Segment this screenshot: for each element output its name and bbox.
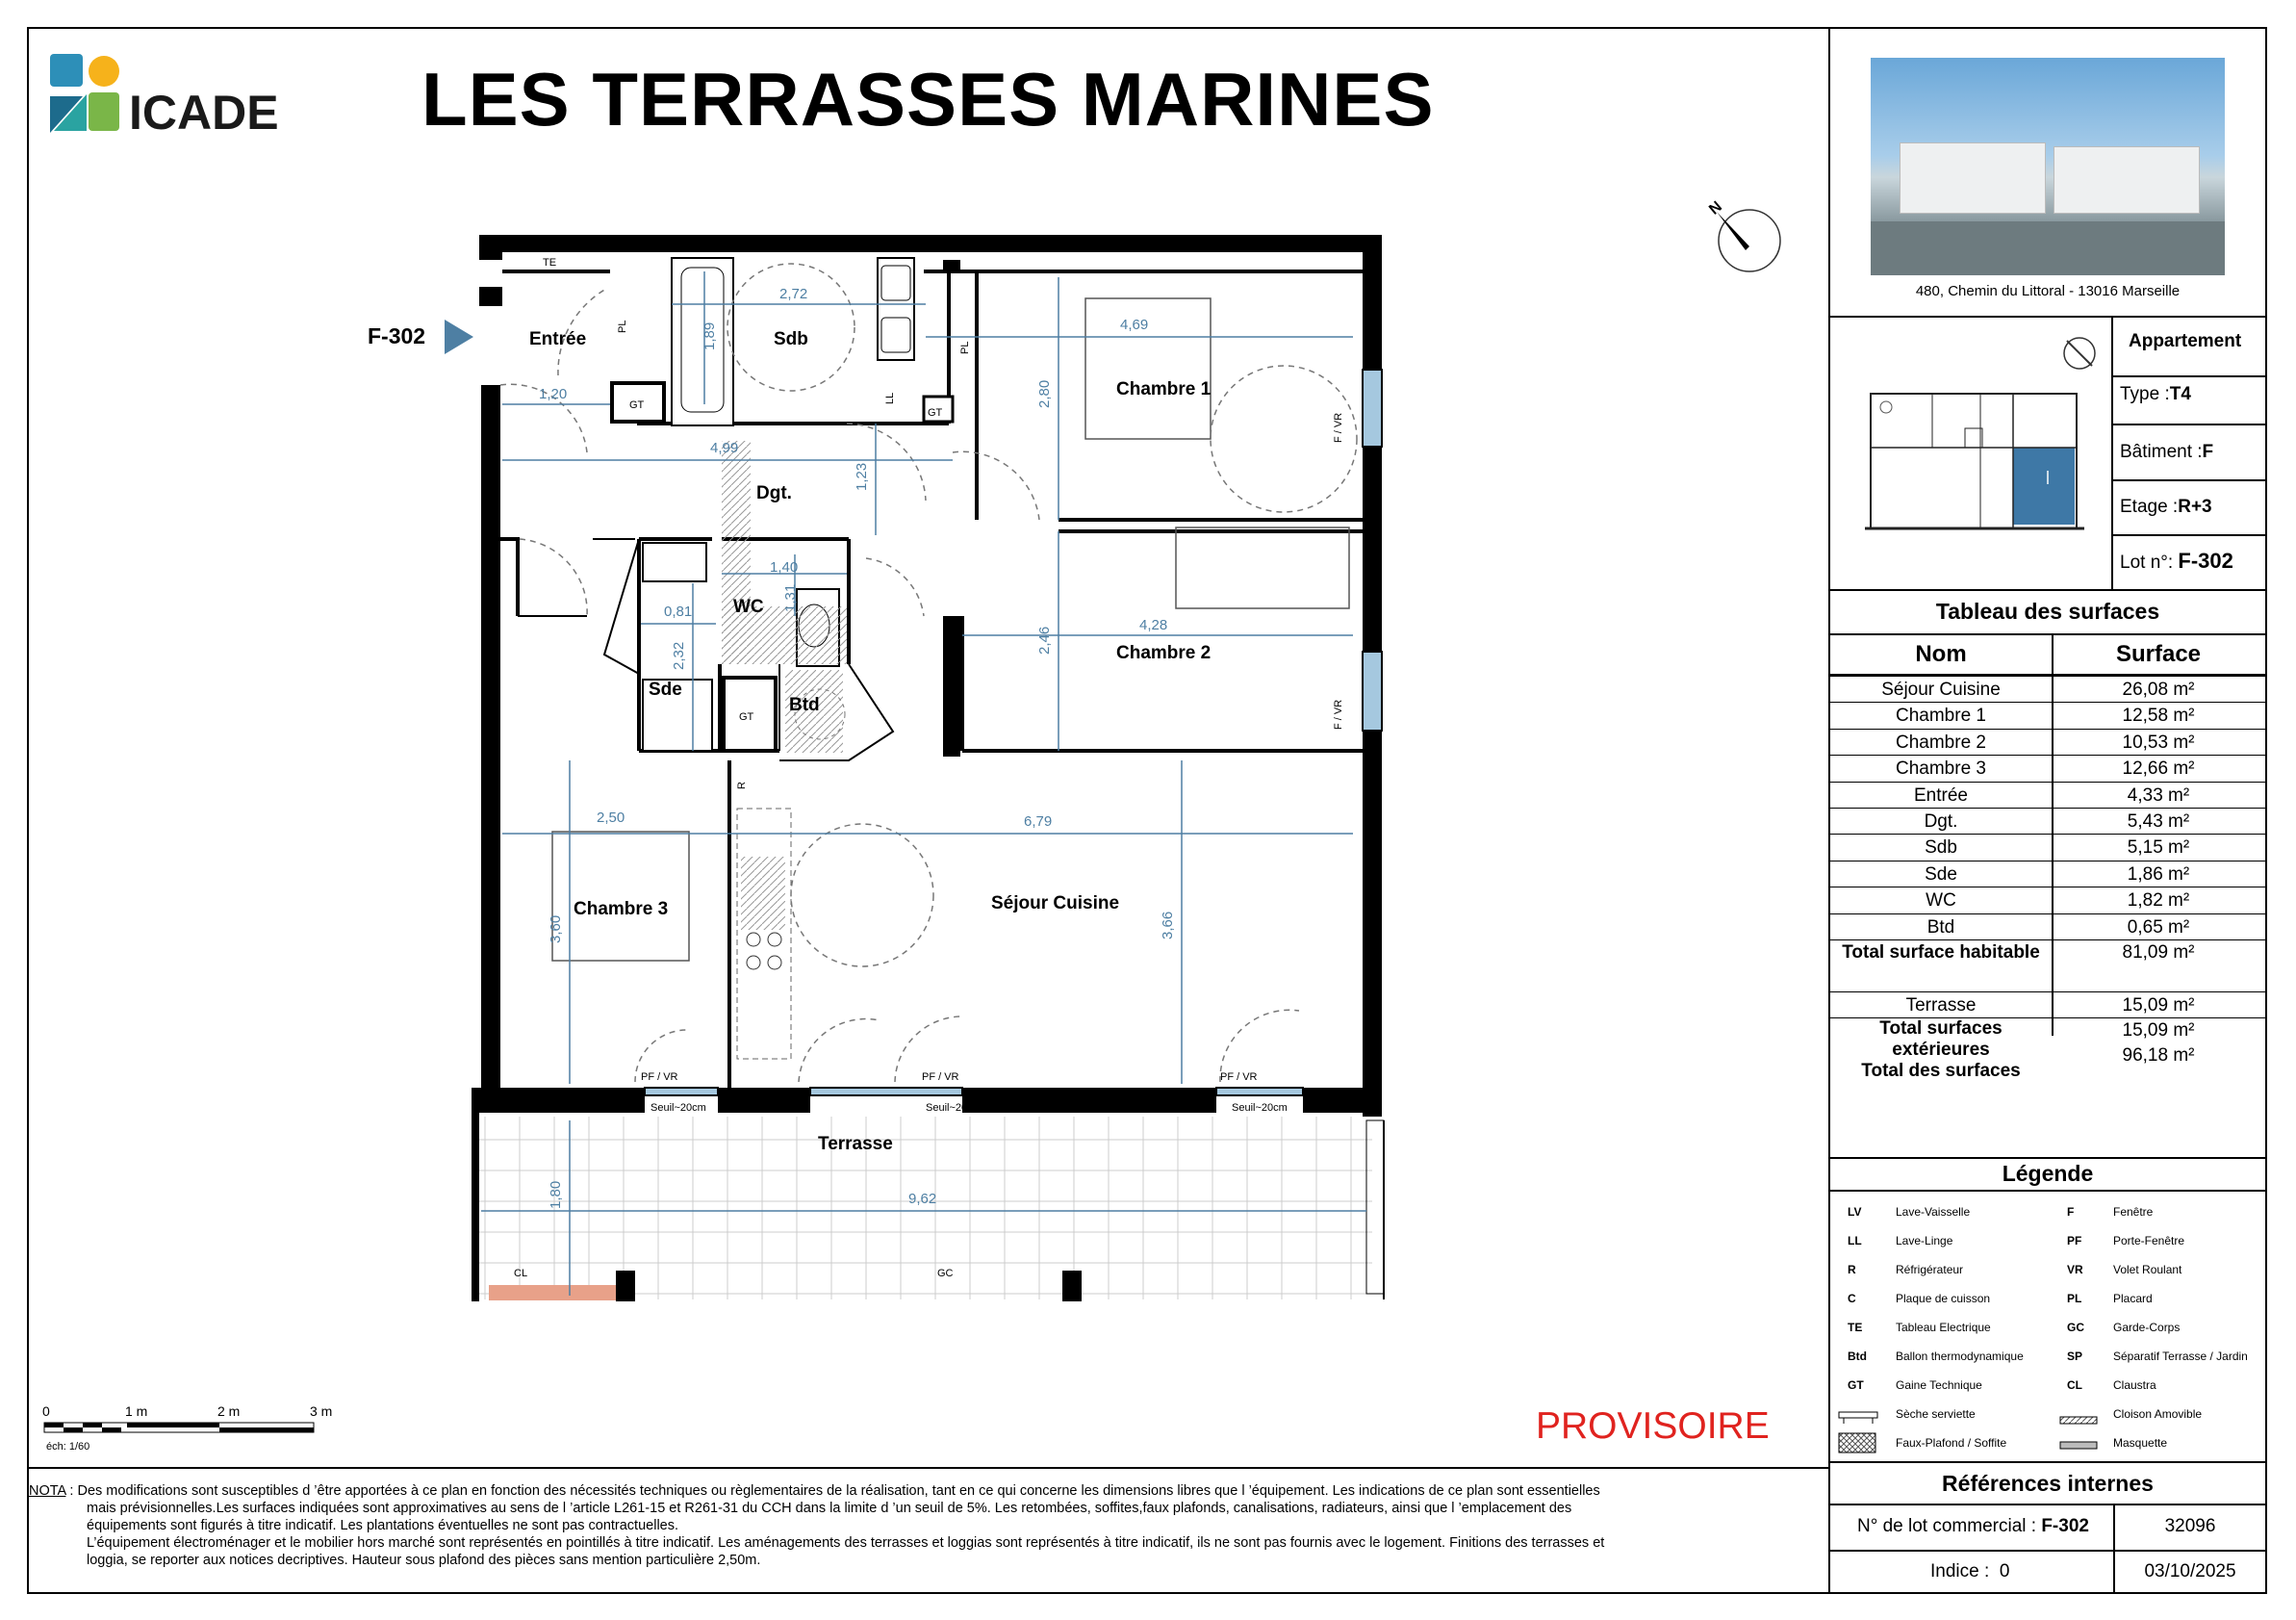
surface-name: Dgt. bbox=[1924, 811, 1958, 832]
lot-field: Lot n°: F-302 bbox=[2120, 549, 2233, 573]
surface-value: 0,65 m² bbox=[2127, 916, 2190, 938]
svg-text:1 m: 1 m bbox=[125, 1403, 148, 1419]
terrasse-row: Terrasse 15,09 m² bbox=[1830, 991, 2265, 1018]
references-heading: Références internes bbox=[1942, 1471, 2154, 1496]
legend-label: Fenêtre bbox=[2113, 1205, 2154, 1219]
surface-name: Chambre 2 bbox=[1896, 732, 1986, 753]
svg-text:Seuil~20cm: Seuil~20cm bbox=[926, 1102, 982, 1114]
svg-text:Sde: Sde bbox=[649, 680, 682, 700]
legend-label: Porte-Fenêtre bbox=[2113, 1234, 2185, 1247]
svg-text:2,32: 2,32 bbox=[671, 641, 687, 670]
svg-text:Chambre 3: Chambre 3 bbox=[574, 899, 669, 919]
svg-text:2,50: 2,50 bbox=[597, 810, 625, 826]
svg-text:6,79: 6,79 bbox=[1024, 813, 1053, 830]
svg-text:9,62: 9,62 bbox=[908, 1191, 937, 1207]
svg-text:4,28: 4,28 bbox=[1139, 617, 1168, 633]
svg-text:éch: 1/60: éch: 1/60 bbox=[46, 1441, 90, 1453]
surface-row bbox=[1830, 808, 2265, 835]
total-habitable-row: Total surface habitable 81,09 m² bbox=[1830, 939, 2265, 994]
svg-text:TE: TE bbox=[543, 257, 557, 269]
svg-text:F / VR: F / VR bbox=[1333, 412, 1344, 443]
key-plan bbox=[1865, 390, 2086, 534]
icade-logo bbox=[50, 54, 281, 133]
legend-label: Placard bbox=[2113, 1292, 2153, 1305]
svg-text:LL: LL bbox=[884, 392, 896, 404]
legend-label: Gaine Technique bbox=[1896, 1378, 1982, 1392]
floor-plan bbox=[462, 231, 1405, 1309]
svg-text:Séjour Cuisine: Séjour Cuisine bbox=[991, 893, 1120, 913]
svg-text:PF / VR: PF / VR bbox=[641, 1071, 678, 1083]
address: 480, Chemin du Littoral - 13016 Marseille bbox=[1915, 283, 2181, 299]
lot-tag: F-302 bbox=[368, 323, 426, 348]
legend-key: C bbox=[1848, 1292, 1856, 1305]
legend-key: GC bbox=[2067, 1321, 2084, 1334]
legend-label: Lave-Linge bbox=[1896, 1234, 1953, 1247]
svg-text:4,99: 4,99 bbox=[710, 440, 739, 456]
surface-name: WC bbox=[1926, 890, 1956, 912]
surface-name: Btd bbox=[1926, 916, 1955, 938]
building-photo bbox=[1871, 58, 2225, 275]
surface-value: 5,15 m² bbox=[2127, 837, 2190, 859]
false-ceiling-icon bbox=[1838, 1432, 1876, 1458]
surface-value: 4,33 m² bbox=[2127, 784, 2190, 806]
svg-text:PL: PL bbox=[617, 320, 628, 333]
svg-text:1,40: 1,40 bbox=[770, 559, 799, 576]
svg-text:GT: GT bbox=[739, 711, 754, 723]
svg-text:Btd: Btd bbox=[789, 695, 820, 715]
legend-key: Btd bbox=[1848, 1350, 1867, 1363]
legend-label: Ballon thermodynamique bbox=[1896, 1350, 2024, 1363]
legend-label: Volet Roulant bbox=[2113, 1263, 2182, 1276]
legend-key: LL bbox=[1848, 1234, 1862, 1247]
svg-text:Sdb: Sdb bbox=[774, 329, 808, 349]
appartement-heading: Appartement bbox=[2129, 331, 2242, 351]
legend-label: Plaque de cuisson bbox=[1896, 1292, 1991, 1305]
reference-code: 32096 bbox=[2164, 1516, 2216, 1536]
svg-text:1,20: 1,20 bbox=[539, 386, 568, 402]
svg-text:2,46: 2,46 bbox=[1036, 626, 1053, 655]
lot-commercial: N° de lot commercial : F-302 bbox=[1857, 1516, 2089, 1536]
legend-label: Masquette bbox=[2113, 1436, 2168, 1450]
batiment-field: Bâtiment :F bbox=[2120, 442, 2214, 462]
legend-key: R bbox=[1848, 1263, 1856, 1276]
legend-label: Claustra bbox=[2113, 1378, 2156, 1392]
surface-row bbox=[1830, 861, 2265, 887]
surfaces-heading: Tableau des surfaces bbox=[1935, 599, 2160, 624]
scale-bar bbox=[35, 1401, 343, 1459]
surface-value: 12,66 m² bbox=[2122, 759, 2195, 780]
surface-value: 1,82 m² bbox=[2127, 890, 2190, 912]
legend-key: VR bbox=[2067, 1263, 2083, 1276]
surface-row bbox=[1830, 729, 2265, 756]
surface-name: Chambre 1 bbox=[1896, 706, 1986, 727]
masquette-icon bbox=[2059, 1438, 2098, 1455]
legend-label: Garde-Corps bbox=[2113, 1321, 2181, 1334]
surface-row bbox=[1830, 913, 2265, 940]
surface-value: 5,43 m² bbox=[2127, 811, 2190, 832]
svg-text:CL: CL bbox=[514, 1268, 528, 1279]
legend-key: TE bbox=[1848, 1321, 1863, 1334]
svg-text:1,31: 1,31 bbox=[782, 583, 799, 612]
svg-text:PF / VR: PF / VR bbox=[1220, 1071, 1258, 1083]
surface-value: 12,58 m² bbox=[2122, 706, 2195, 727]
svg-text:WC: WC bbox=[733, 597, 764, 617]
claustra bbox=[489, 1285, 616, 1300]
etage-field: Etage :R+3 bbox=[2120, 497, 2212, 517]
surface-row bbox=[1830, 676, 2265, 703]
surface-name: Sde bbox=[1925, 863, 1957, 885]
svg-text:GT: GT bbox=[928, 407, 943, 419]
svg-text:Chambre 2: Chambre 2 bbox=[1116, 643, 1212, 663]
keyplan-compass-icon bbox=[2059, 333, 2100, 373]
legend-label: Séparatif Terrasse / Jardin bbox=[2113, 1350, 2248, 1363]
legend-key: PL bbox=[2067, 1292, 2082, 1305]
svg-text:1,89: 1,89 bbox=[702, 321, 718, 350]
surface-value: 10,53 m² bbox=[2122, 732, 2195, 753]
legend-key: SP bbox=[2067, 1350, 2083, 1363]
col-nom: Nom bbox=[1915, 641, 1967, 667]
svg-text:Seuil~20cm: Seuil~20cm bbox=[651, 1102, 706, 1114]
surface-value: 26,08 m² bbox=[2122, 680, 2195, 700]
legend-label: Sèche serviette bbox=[1896, 1407, 1976, 1421]
legende-heading: Légende bbox=[2002, 1161, 2094, 1186]
surface-row bbox=[1830, 834, 2265, 861]
svg-text:PF / VR: PF / VR bbox=[922, 1071, 959, 1083]
surface-value: 1,86 m² bbox=[2127, 863, 2190, 885]
totals-row: Total surfaces extérieures Total des surfaces 15,09 m² 96,18 m² bbox=[1830, 1017, 2265, 1067]
surface-row bbox=[1830, 782, 2265, 809]
svg-text:4,69: 4,69 bbox=[1120, 317, 1149, 333]
surface-row bbox=[1830, 887, 2265, 913]
surface-row bbox=[1830, 755, 2265, 782]
svg-text:2 m: 2 m bbox=[217, 1403, 241, 1419]
legend-key: LV bbox=[1848, 1205, 1862, 1219]
type-field: Type :T4 bbox=[2120, 384, 2191, 404]
svg-text:Dgt.: Dgt. bbox=[756, 483, 792, 503]
legend-key: F bbox=[2067, 1205, 2075, 1219]
towel-dryer-icon bbox=[1838, 1409, 1878, 1429]
page-title: LES TERRASSES MARINES bbox=[421, 57, 1435, 141]
svg-text:2,72: 2,72 bbox=[779, 286, 808, 302]
svg-text:1,80: 1,80 bbox=[548, 1180, 564, 1209]
svg-text:GC: GC bbox=[937, 1268, 954, 1279]
svg-text:2,80: 2,80 bbox=[1036, 379, 1053, 408]
legend-label: Cloison Amovible bbox=[2113, 1407, 2203, 1421]
surface-row bbox=[1830, 702, 2265, 729]
svg-text:Chambre 1: Chambre 1 bbox=[1116, 379, 1212, 399]
svg-text:0,81: 0,81 bbox=[664, 604, 693, 620]
svg-text:PL: PL bbox=[959, 341, 971, 354]
svg-text:1,23: 1,23 bbox=[854, 462, 870, 491]
north-compass-icon bbox=[1703, 198, 1784, 279]
legend-label: Faux-Plafond / Soffite bbox=[1896, 1436, 2007, 1450]
col-surface: Surface bbox=[2115, 641, 2202, 667]
svg-text:F / VR: F / VR bbox=[1333, 699, 1344, 730]
svg-text:0: 0 bbox=[42, 1403, 50, 1419]
svg-text:GT: GT bbox=[629, 399, 645, 411]
svg-text:Seuil~20cm: Seuil~20cm bbox=[1232, 1102, 1288, 1114]
svg-text:N: N bbox=[1706, 198, 1725, 219]
surface-name: Entrée bbox=[1914, 784, 1968, 806]
legend-key: GT bbox=[1848, 1378, 1864, 1392]
surface-name: Chambre 3 bbox=[1896, 759, 1986, 780]
svg-text:Terrasse: Terrasse bbox=[818, 1134, 893, 1154]
svg-text:R: R bbox=[736, 782, 748, 789]
nota-text: NOTA : Des modifications sont susceptibles d ’être apportées à ce plan en fonction des nécessités techniques ou règlementaires de la réalisation, tant en ce qui concerne les dimensions libres que l ’équipement. Les indications de ce plan sont essentielles mais prévisionnelles.Les surfaces indiquées sont approximatives au sens de l ’article L261-15 et R261-31 du CCH dans la limite d ’un seuil de 5%. Les retombées, soffites,faux plafonds, canalisations, radiateurs, ainsi que l ’emplacement des équipements sont figurés à titre indicatif. Les plantations éventuelles ne sont pas contractuelles. L’équipement électroménager et le mobilier hors marché sont représentés en pointillés à titre indicatif. Les aménagements des terrasses et loggias sont représentés à titre indicatif, ils ne sont pas fournis avec le logement. Finitions des terrasses et loggia, se reporter aux notices decriptives. Hauteur sous plafond des pièces sans mention particulière 2,50m. bbox=[29, 1483, 1605, 1568]
svg-text:3,66: 3,66 bbox=[1160, 911, 1176, 939]
surface-name: Séjour Cuisine bbox=[1881, 680, 2001, 700]
surface-name: Sdb bbox=[1925, 837, 1957, 859]
legend-label: Réfrigérateur bbox=[1896, 1263, 1964, 1276]
svg-text:Entrée: Entrée bbox=[529, 329, 587, 349]
indice: Indice : 0 bbox=[1930, 1561, 2010, 1581]
legend-key: CL bbox=[2067, 1378, 2082, 1392]
legend-label: Tableau Electrique bbox=[1896, 1321, 1991, 1334]
svg-text:3,60: 3,60 bbox=[548, 914, 564, 943]
plan-date: 03/10/2025 bbox=[2144, 1561, 2236, 1581]
legend-key: PF bbox=[2067, 1234, 2082, 1247]
brand-text: ICADE bbox=[129, 86, 279, 133]
legend-label: Lave-Vaisselle bbox=[1896, 1205, 1971, 1219]
provisional-stamp: PROVISOIRE bbox=[1536, 1405, 1770, 1447]
removable-partition-icon bbox=[2059, 1413, 2098, 1430]
svg-text:3 m: 3 m bbox=[310, 1403, 333, 1419]
